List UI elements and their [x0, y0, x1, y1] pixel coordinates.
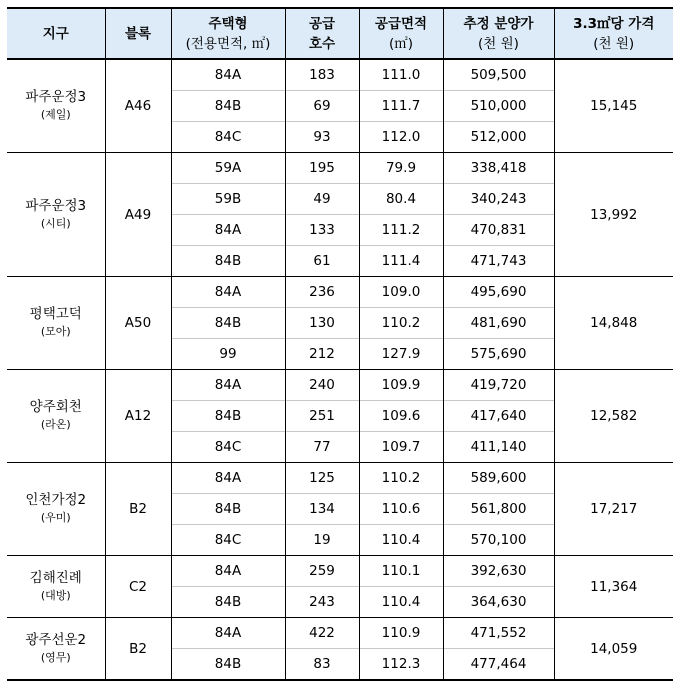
supply-area-cell: 109.6	[359, 401, 443, 432]
supply-units-cell: 212	[285, 339, 359, 370]
header-row	[7, 8, 673, 59]
table-row	[7, 463, 673, 494]
supply-area-cell: 111.4	[359, 246, 443, 277]
supply-units-cell: 134	[285, 494, 359, 525]
housing-type-cell: 84B	[171, 649, 285, 681]
housing-type-cell: 84C	[171, 432, 285, 463]
estimated-price-cell: 561,800	[443, 494, 554, 525]
district-cell	[7, 618, 105, 681]
header-price-per-pyeong-sub: (천 원)	[593, 35, 635, 52]
block-cell: A12	[105, 370, 171, 463]
supply-units-cell: 77	[285, 432, 359, 463]
price-per-pyeong-cell: 14,848	[554, 277, 673, 370]
housing-type-cell: 84B	[171, 91, 285, 122]
supply-units-cell: 133	[285, 215, 359, 246]
district-brand: (대방)	[40, 588, 71, 602]
header-estimated-price-main: 추정 분양가	[463, 15, 534, 32]
housing-type-cell: 84A	[171, 59, 285, 91]
district-name: 광주선운2	[25, 631, 87, 648]
estimated-price-cell: 471,552	[443, 618, 554, 649]
supply-area-cell: 110.2	[359, 463, 443, 494]
table-row	[7, 277, 673, 308]
district-cell	[7, 59, 105, 153]
price-per-pyeong-cell: 13,992	[554, 153, 673, 277]
housing-type-cell: 59B	[171, 184, 285, 215]
block-cell: A49	[105, 153, 171, 277]
header-price-per-pyeong-main: 3.3㎡당 가격	[573, 15, 655, 32]
housing-type-cell: 84A	[171, 277, 285, 308]
supply-area-cell: 110.6	[359, 494, 443, 525]
housing-type-cell: 84A	[171, 556, 285, 587]
estimated-price-cell: 510,000	[443, 91, 554, 122]
block-cell: B2	[105, 618, 171, 681]
estimated-price-cell: 481,690	[443, 308, 554, 339]
estimated-price-cell: 364,630	[443, 587, 554, 618]
housing-type-cell: 84B	[171, 308, 285, 339]
housing-type-cell: 84A	[171, 215, 285, 246]
housing-type-cell: 99	[171, 339, 285, 370]
supply-area-cell: 109.7	[359, 432, 443, 463]
district-name: 파주운정3	[25, 197, 87, 214]
estimated-price-cell: 589,600	[443, 463, 554, 494]
housing-type-cell: 84A	[171, 370, 285, 401]
table-row	[7, 59, 673, 91]
supply-units-cell: 93	[285, 122, 359, 153]
table-body	[7, 59, 673, 680]
district-cell	[7, 463, 105, 556]
supply-area-cell: 127.9	[359, 339, 443, 370]
district-name: 양주회천	[29, 399, 82, 415]
header-block: 블록	[105, 8, 171, 59]
supply-units-cell: 240	[285, 370, 359, 401]
housing-type-cell: 84A	[171, 618, 285, 649]
supply-units-cell: 69	[285, 91, 359, 122]
housing-type-cell: 84B	[171, 494, 285, 525]
header-housing-type	[171, 8, 285, 59]
header-estimated-price-sub: (천 원)	[478, 35, 519, 52]
estimated-price-cell: 392,630	[443, 556, 554, 587]
header-estimated-price	[443, 8, 554, 59]
district-cell	[7, 370, 105, 463]
housing-type-cell: 84C	[171, 525, 285, 556]
header-district: 지구	[7, 8, 105, 59]
table-row	[7, 618, 673, 649]
supply-area-cell: 109.0	[359, 277, 443, 308]
housing-type-cell: 84A	[171, 463, 285, 494]
supply-area-cell: 110.2	[359, 308, 443, 339]
estimated-price-cell: 509,500	[443, 59, 554, 91]
district-name: 파주운정3	[25, 89, 87, 105]
estimated-price-cell: 575,690	[443, 339, 554, 370]
price-per-pyeong-cell: 14,059	[554, 618, 673, 681]
supply-units-cell: 19	[285, 525, 359, 556]
supply-units-cell: 251	[285, 401, 359, 432]
supply-units-cell: 49	[285, 184, 359, 215]
supply-units-cell: 422	[285, 618, 359, 649]
district-brand: (우미)	[40, 511, 71, 524]
table-header	[7, 8, 673, 59]
estimated-price-cell: 340,243	[443, 184, 554, 215]
district-cell	[7, 277, 105, 370]
housing-type-cell: 84B	[171, 587, 285, 618]
district-name: 김해진례	[29, 569, 82, 586]
header-supply-area	[359, 8, 443, 59]
supply-area-cell: 110.9	[359, 618, 443, 649]
price-per-pyeong-cell: 15,145	[554, 59, 673, 153]
supply-units-cell: 125	[285, 463, 359, 494]
header-price-per-pyeong	[554, 8, 673, 59]
supply-units-cell: 236	[285, 277, 359, 308]
header-supply-units-sub: 호수	[308, 35, 336, 52]
housing-supply-table	[7, 7, 673, 681]
estimated-price-cell: 419,720	[443, 370, 554, 401]
supply-area-cell: 111.2	[359, 215, 443, 246]
district-brand: (모아)	[40, 325, 71, 338]
estimated-price-cell: 417,640	[443, 401, 554, 432]
price-per-pyeong-cell: 17,217	[554, 463, 673, 556]
housing-type-cell: 59A	[171, 153, 285, 184]
supply-area-cell: 111.7	[359, 91, 443, 122]
price-per-pyeong-cell: 11,364	[554, 556, 673, 618]
header-supply-area-main: 공급면적	[374, 15, 428, 32]
block-cell: C2	[105, 556, 171, 618]
district-brand: (영무)	[40, 650, 71, 664]
block-cell: A50	[105, 277, 171, 370]
header-supply-units	[285, 8, 359, 59]
table-row	[7, 153, 673, 184]
supply-area-cell: 110.1	[359, 556, 443, 587]
supply-area-cell: 112.0	[359, 122, 443, 153]
housing-type-cell: 84C	[171, 122, 285, 153]
estimated-price-cell: 338,418	[443, 153, 554, 184]
estimated-price-cell: 471,743	[443, 246, 554, 277]
district-brand: (시티)	[40, 216, 71, 230]
supply-area-cell: 109.9	[359, 370, 443, 401]
supply-units-cell: 61	[285, 246, 359, 277]
estimated-price-cell: 495,690	[443, 277, 554, 308]
supply-area-cell: 111.0	[359, 59, 443, 91]
block-cell: B2	[105, 463, 171, 556]
district-brand: (라온)	[40, 418, 71, 431]
estimated-price-cell: 570,100	[443, 525, 554, 556]
header-supply-area-sub: (㎡)	[388, 35, 414, 52]
estimated-price-cell: 512,000	[443, 122, 554, 153]
price-per-pyeong-cell: 12,582	[554, 370, 673, 463]
housing-type-cell: 84B	[171, 246, 285, 277]
district-name: 인천가정2	[25, 492, 87, 508]
estimated-price-cell: 411,140	[443, 432, 554, 463]
estimated-price-cell: 470,831	[443, 215, 554, 246]
supply-units-cell: 183	[285, 59, 359, 91]
header-supply-units-main: 공급	[308, 15, 336, 32]
table-row	[7, 370, 673, 401]
supply-area-cell: 110.4	[359, 587, 443, 618]
supply-area-cell: 112.3	[359, 649, 443, 681]
district-name: 평택고덕	[29, 306, 82, 322]
supply-area-cell: 110.4	[359, 525, 443, 556]
housing-type-cell: 84B	[171, 401, 285, 432]
supply-units-cell: 130	[285, 308, 359, 339]
supply-area-cell: 80.4	[359, 184, 443, 215]
table-row	[7, 556, 673, 587]
district-cell	[7, 153, 105, 277]
district-cell	[7, 556, 105, 618]
header-housing-type-main: 주택형	[208, 15, 248, 32]
supply-area-cell: 79.9	[359, 153, 443, 184]
supply-units-cell: 195	[285, 153, 359, 184]
supply-units-cell: 243	[285, 587, 359, 618]
supply-units-cell: 83	[285, 649, 359, 681]
header-housing-type-sub: (전용면적, ㎡)	[185, 35, 271, 52]
district-brand: (제일)	[40, 108, 71, 121]
block-cell: A46	[105, 59, 171, 153]
supply-units-cell: 259	[285, 556, 359, 587]
estimated-price-cell: 477,464	[443, 649, 554, 681]
